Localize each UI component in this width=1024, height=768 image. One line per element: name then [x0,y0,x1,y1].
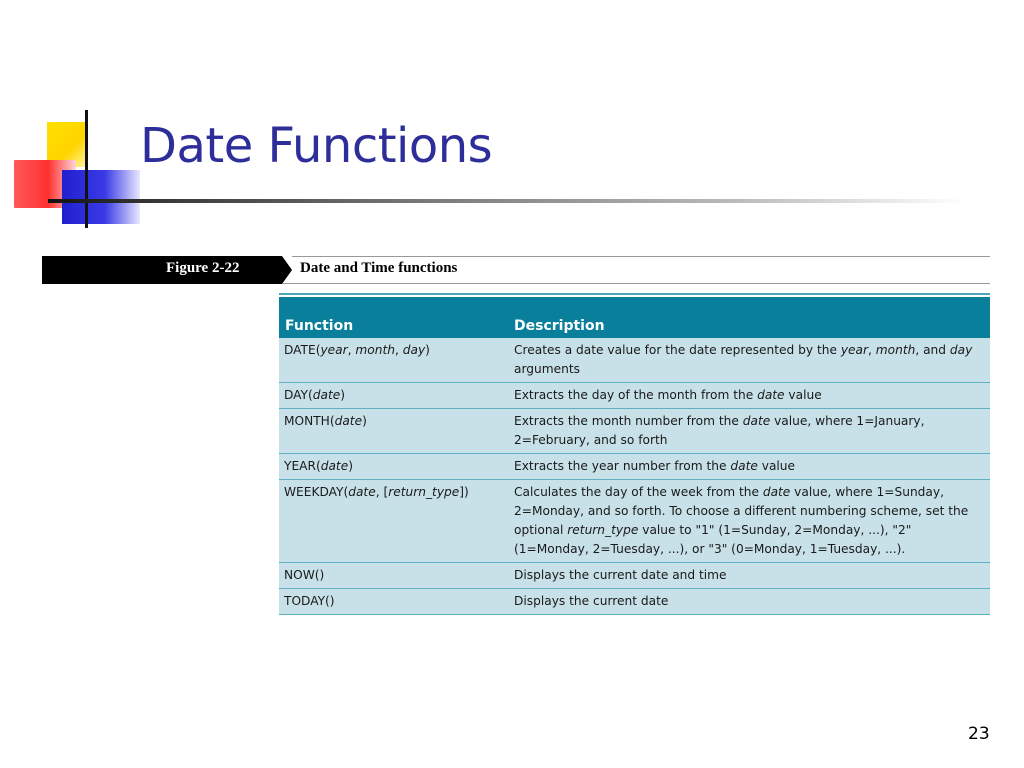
cell-text: , and [915,343,950,357]
function-cell [279,563,503,589]
cell-text: MONTH( [284,414,335,428]
description-cell [503,338,990,383]
blue-square-icon [62,170,140,224]
cell-text: value to "1" (1=Sunday, 2=Monday, ...), "2" (1=Monday, 2=Tuesday, ...), or "3" (0=Monday, 1=Tuesday, ...). [514,523,912,556]
argument-text: date [348,485,376,499]
cell-text: , [347,343,356,357]
description-cell [503,563,990,589]
argument-text: month [875,343,916,357]
figure-header [42,256,990,284]
argument-text: date [334,414,363,428]
table-row [279,480,990,563]
cell-text: YEAR( [284,459,321,473]
cell-text: Creates a date value for the date represented by the [514,343,841,357]
argument-text: year [840,343,869,357]
argument-text: date [312,388,341,402]
function-cell [279,480,503,563]
cell-text: ) [425,343,430,357]
function-cell [279,409,503,454]
cell-text: Extracts the day of the month from the [514,388,758,402]
argument-text: return_type [388,485,460,499]
table-row [279,409,990,454]
table-row [279,563,990,589]
argument-text: date [762,485,791,499]
cell-text: value [784,388,822,402]
page-title: Date Functions [140,118,493,174]
cell-text: value [757,459,796,473]
cell-text: arguments [514,362,580,376]
function-cell [279,589,503,615]
cell-text: Calculates the day of the week from the [514,485,763,499]
table-body [279,338,990,615]
page-number: 23 [968,724,990,744]
cell-text: Extracts the month number from the [514,414,743,428]
function-cell [279,383,503,409]
vertical-rule [85,110,88,228]
table-header-row [279,297,990,338]
argument-text: date [742,414,771,428]
description-cell [503,454,990,480]
cell-text: , [ [375,485,389,499]
cell-text: ]) [459,485,469,499]
description-cell [503,589,990,615]
cell-text: WEEKDAY( [284,485,349,499]
title-underline [48,199,968,203]
cell-text: , [394,343,403,357]
cell-text: Extracts the year number from the [514,459,731,473]
argument-text: date [320,459,349,473]
cell-text: ) [362,414,367,428]
cell-text: Displays the current date [514,594,669,608]
description-cell [503,383,990,409]
figure-arrow-icon [282,256,292,284]
column-header-function: Function [279,297,503,338]
function-cell [279,338,503,383]
figure-rule-bottom [282,283,990,284]
argument-text: day [402,343,426,357]
cell-text: ) [340,388,346,402]
figure-number: Figure 2-22 [166,260,240,276]
description-cell [503,409,990,454]
cell-text: DATE( [284,343,321,357]
column-header-description: Description [503,297,990,338]
function-cell [279,454,503,480]
table-row [279,589,990,615]
cell-text: NOW() [284,568,325,582]
description-cell [503,480,990,563]
cell-text: ) [348,459,353,473]
table-top-rule [279,293,990,295]
slide-logo-decoration [0,0,150,240]
table-row [279,383,990,409]
argument-text: date [757,388,785,402]
cell-text: Displays the current date and time [514,568,727,582]
cell-text: value, where 1=Sunday, 2=Monday, and so forth. To choose a different numbering scheme, set the optional [514,485,969,537]
cell-text: , [868,343,876,357]
argument-text: month [355,343,395,357]
argument-text: return_type [567,523,639,537]
functions-table [279,297,990,615]
argument-text: day [949,343,973,357]
argument-text: date [730,459,758,473]
cell-text: TODAY() [284,594,335,608]
argument-text: year [320,343,348,357]
table-row [279,338,990,383]
table-row [279,454,990,480]
figure-rule-top [292,256,990,257]
cell-text: DAY( [284,388,313,402]
figure-label-band [42,256,282,284]
figure-caption: Date and Time functions [300,260,458,276]
cell-text: value, where 1=January, 2=February, and so forth [514,414,925,447]
